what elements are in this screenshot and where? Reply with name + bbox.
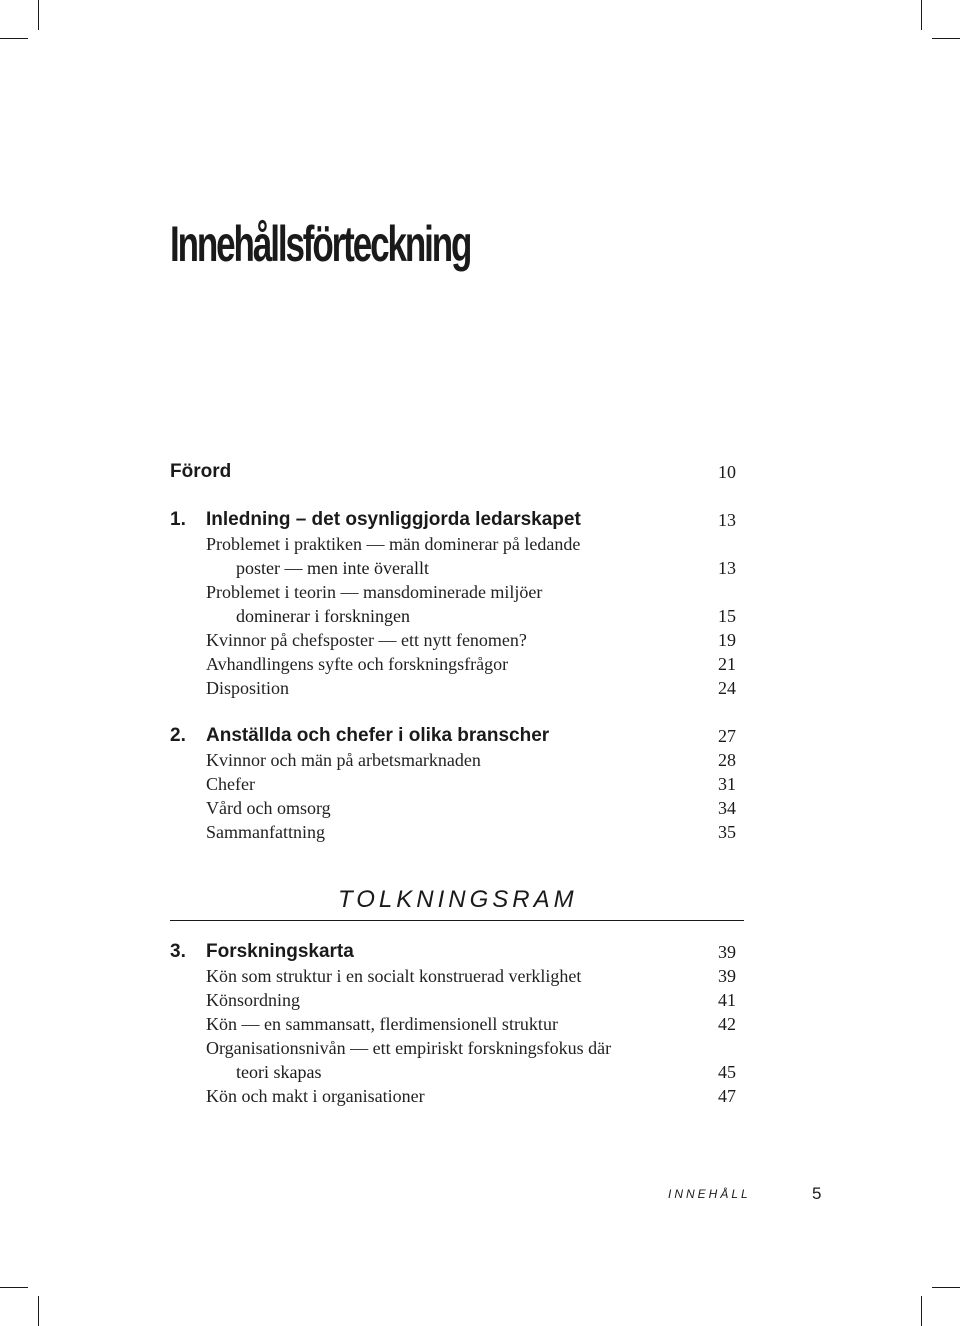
toc-page-number: 39 [718,942,736,962]
toc-page-number: 24 [718,678,736,698]
toc-entry [170,580,736,604]
crop-mark [921,1296,922,1326]
toc-entry [170,748,736,772]
toc-entry [170,796,736,820]
toc-entry [170,1060,736,1084]
toc-entry-title: Förord [170,461,232,482]
toc-page-number: 27 [718,726,736,746]
toc-entry-title: Disposition [206,678,290,698]
toc-entry-title: Chefer [206,774,255,794]
toc-entry [170,1036,736,1060]
page-title: Innehållsförteckning [170,216,471,272]
toc-entry [170,1012,736,1036]
toc-entry-title: Sammanfattning [206,822,325,842]
toc-entry-title: Avhandlingens syfte och forskningsfrågor [206,654,509,674]
toc-page-number: 13 [718,510,736,530]
toc-section-bottom [170,940,736,1108]
chapter-number: 1. [170,509,186,530]
toc-entry [170,1084,736,1108]
toc-page-number: 35 [718,822,736,842]
crop-mark [932,1287,960,1288]
toc-page-number: 39 [718,966,736,986]
toc-entry-title: Vård och omsorg [206,798,331,818]
toc-entry [170,820,736,844]
toc-page-number: 34 [718,798,736,818]
toc-entry-title: Könsordning [206,990,300,1010]
toc-page-number: 31 [718,774,736,794]
toc-page-number: 21 [718,654,736,674]
crop-mark [38,1296,39,1326]
toc-entry [170,988,736,1012]
toc-entry [170,772,736,796]
toc-page-number: 10 [718,462,736,482]
toc-entry-title: Inledning – det osynliggjorda ledarskapet [206,509,581,530]
chapter-number: 3. [170,941,186,962]
toc-entry [170,676,736,700]
toc-page-number: 41 [718,990,736,1010]
toc-page-number: 15 [718,606,736,626]
toc-entry [170,652,736,676]
chapter-number: 2. [170,725,186,746]
toc-entry-title: poster — men inte överallt [236,558,429,578]
toc-page-number: 19 [718,630,736,650]
toc-entry [170,556,736,580]
toc-entry-title: Problemet i teorin — mansdominerade miljöer [206,582,543,602]
toc-chapter [170,940,736,964]
toc-page-number: 47 [718,1086,736,1106]
part-label: TOLKNINGSRAM [338,886,578,913]
toc-entry-title: teori skapas [236,1062,322,1082]
toc-entry-title: Organisationsnivån — ett empiriskt forskningsfokus där [206,1038,612,1058]
toc-entry-title: Problemet i praktiken — män dominerar på ledande [206,534,581,554]
toc-entry-title: dominerar i forskningen [236,606,410,626]
toc-page-number: 13 [718,558,736,578]
toc-entry [170,628,736,652]
toc-entry-title: Kvinnor och män på arbetsmarknaden [206,750,481,770]
crop-mark [932,38,960,39]
toc-entry-title: Kvinnor på chefsposter — ett nytt fenomen? [206,630,527,650]
toc-chapter [170,724,736,748]
part-heading [170,880,744,921]
toc-entry-title: Anställda och chefer i olika branscher [206,725,550,746]
toc-page-number: 28 [718,750,736,770]
toc-entry-title: Forskningskarta [206,941,354,962]
toc-entry [170,964,736,988]
running-footer-label: INNEHÅLL [668,1187,751,1201]
toc-entry-title: Kön — en sammansatt, flerdimensionell struktur [206,1014,558,1034]
toc-entry [170,604,736,628]
toc-page-number: 42 [718,1014,736,1034]
toc-entry-title: Kön som struktur i en socialt konstruerad verklighet [206,966,582,986]
page-number: 5 [812,1184,822,1203]
toc-spacer [170,484,736,508]
crop-mark [0,1287,28,1288]
crop-mark [38,0,39,30]
toc-spacer [170,700,736,724]
toc-section-top [170,460,736,844]
toc-entry-title: Kön och makt i organisationer [206,1086,425,1106]
toc-entry [170,532,736,556]
toc-page-number: 45 [718,1062,736,1082]
crop-mark [921,0,922,30]
toc-preface [170,460,736,484]
crop-mark [0,38,28,39]
toc-chapter [170,508,736,532]
